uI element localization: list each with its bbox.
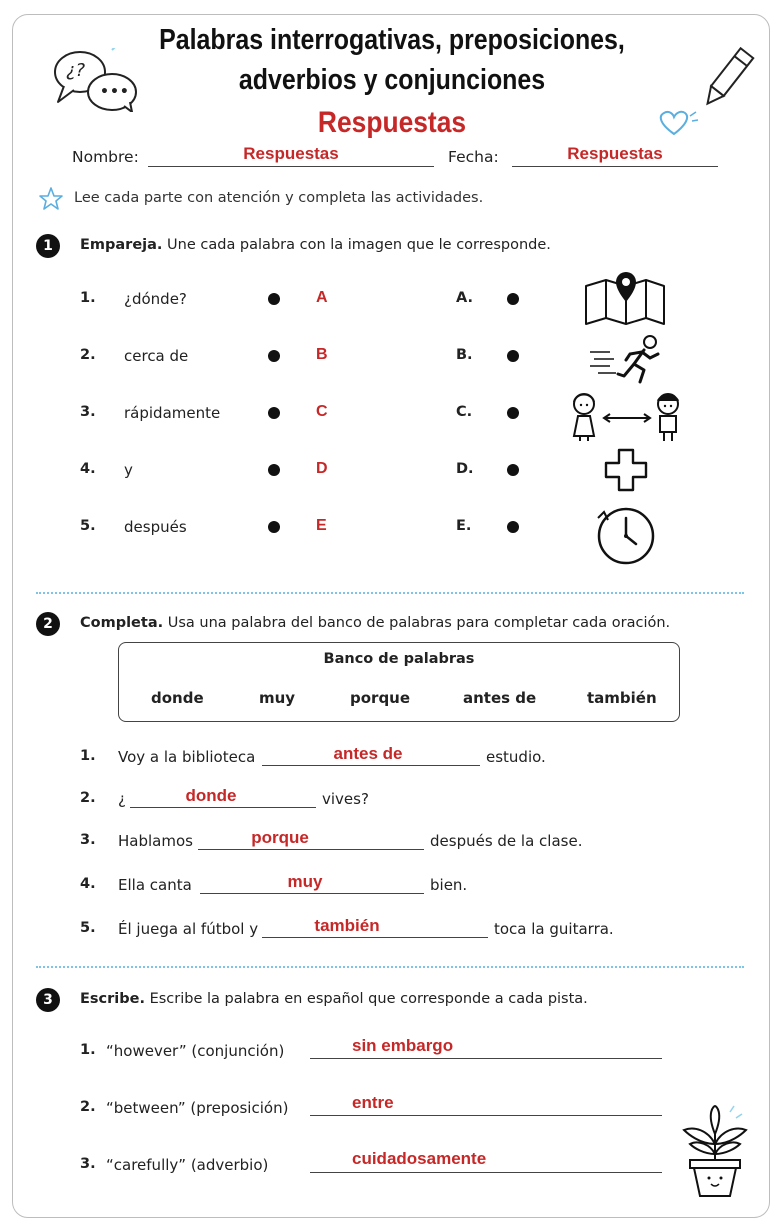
section3-heading: Escribe. xyxy=(80,991,145,1007)
word-bank-word: también xyxy=(587,689,657,707)
name-label: Nombre: xyxy=(72,148,139,166)
word-bank-title: Banco de palabras xyxy=(323,651,475,667)
page-title-line2: adverbios y conjunciones xyxy=(238,64,546,96)
match-word: después xyxy=(124,518,187,536)
potted-plant-icon xyxy=(680,1104,750,1200)
clue-text: “however” (conjunción) xyxy=(106,1042,285,1060)
answer-line[interactable] xyxy=(310,1058,662,1059)
bubble-question-text: ¿? xyxy=(66,60,86,81)
sentence-after: después de la clase. xyxy=(430,832,583,850)
match-letter: A. xyxy=(456,290,473,306)
match-number: 1. xyxy=(80,290,96,306)
match-dot-right[interactable] xyxy=(507,521,519,533)
blank-line[interactable] xyxy=(262,937,488,938)
answers-title: Respuestas xyxy=(317,106,467,139)
match-dot-left[interactable] xyxy=(268,293,280,305)
sentence-number: 4. xyxy=(80,876,96,892)
sentence-answer: también xyxy=(314,916,380,935)
sentence-number: 2. xyxy=(80,790,96,806)
sentence-after: bien. xyxy=(430,876,468,894)
match-word: ¿dónde? xyxy=(124,290,187,308)
section1-instruction-text: Une cada palabra con la imagen que le corresponde. xyxy=(162,237,551,253)
date-value: Respuestas xyxy=(567,144,663,163)
section3-instruction xyxy=(80,991,588,1007)
clue-number: 1. xyxy=(80,1042,96,1058)
clue-answer: cuidadosamente xyxy=(352,1149,487,1168)
match-letter: D. xyxy=(456,461,474,477)
section-divider xyxy=(36,966,744,968)
match-number: 4. xyxy=(80,461,96,477)
match-dot-right[interactable] xyxy=(507,350,519,362)
match-dot-left[interactable] xyxy=(268,407,280,419)
plus-icon xyxy=(604,448,648,492)
sentence-answer: porque xyxy=(251,828,309,847)
section1-instruction xyxy=(80,237,551,253)
match-word: y xyxy=(124,461,133,479)
sentence-number: 1. xyxy=(80,748,96,764)
bubble-dots-text: ••• xyxy=(100,84,130,100)
sentence-before: Hablamos xyxy=(118,832,193,850)
sentence-after: estudio. xyxy=(486,748,546,766)
match-word: rápidamente xyxy=(124,404,221,422)
section1-heading: Empareja. xyxy=(80,237,163,253)
section2-instruction xyxy=(80,615,670,631)
match-letter: B. xyxy=(456,347,473,363)
clue-number: 2. xyxy=(80,1099,96,1115)
clock-icon xyxy=(594,504,656,566)
sentence-after: toca la guitarra. xyxy=(494,920,614,938)
match-number: 5. xyxy=(80,518,96,534)
clue-answer: entre xyxy=(352,1093,394,1112)
section2-instruction-text: Usa una palabra del banco de palabras para completar cada oración. xyxy=(163,615,671,631)
running-person-icon xyxy=(588,334,664,386)
match-number: 2. xyxy=(80,347,96,363)
match-answer: D xyxy=(316,460,328,477)
word-bank-word: donde xyxy=(151,689,204,707)
clue-text: “carefully” (adverbio) xyxy=(106,1156,269,1174)
section-divider xyxy=(36,592,744,594)
name-line xyxy=(148,166,434,167)
blank-line[interactable] xyxy=(200,893,424,894)
name-value: Respuestas xyxy=(243,144,339,163)
word-bank-word: porque xyxy=(350,689,411,707)
date-line xyxy=(512,166,718,167)
sentence-number: 3. xyxy=(80,832,96,848)
page-title-line1: Palabras interrogativas, preposiciones, xyxy=(159,24,625,56)
intro-text: Lee cada parte con atención y completa las actividades. xyxy=(74,190,484,206)
section3-instruction-text: Escribe la palabra en español que corresponde a cada pista. xyxy=(144,991,588,1007)
clue-text: “between” (preposición) xyxy=(106,1099,289,1117)
section3-number: 3 xyxy=(36,988,60,1012)
match-dot-right[interactable] xyxy=(507,293,519,305)
section2-number: 2 xyxy=(36,612,60,636)
answer-line[interactable] xyxy=(310,1115,662,1116)
match-dot-left[interactable] xyxy=(268,464,280,476)
sentence-before: ¿ xyxy=(118,790,126,808)
section2-heading: Completa. xyxy=(80,615,164,631)
sentence-number: 5. xyxy=(80,920,96,936)
map-pin-icon xyxy=(582,268,668,328)
match-answer: A xyxy=(316,289,328,306)
match-answer: C xyxy=(316,403,328,420)
section1-number: 1 xyxy=(36,234,60,258)
star-icon xyxy=(38,186,64,212)
date-label: Fecha: xyxy=(448,148,499,166)
sentence-answer: donde xyxy=(185,786,237,805)
sentence-before: Voy a la biblioteca xyxy=(118,748,256,766)
sentence-answer: muy xyxy=(287,872,323,891)
match-dot-left[interactable] xyxy=(268,521,280,533)
match-dot-left[interactable] xyxy=(268,350,280,362)
clue-number: 3. xyxy=(80,1156,96,1172)
blank-line[interactable] xyxy=(262,765,480,766)
blank-line[interactable] xyxy=(130,807,316,808)
match-letter: C. xyxy=(456,404,473,420)
answer-line[interactable] xyxy=(310,1172,662,1173)
clue-answer: sin embargo xyxy=(352,1036,454,1055)
sentence-before: Ella canta xyxy=(118,876,192,894)
two-kids-distance-icon xyxy=(566,390,688,442)
match-answer: B xyxy=(316,346,328,363)
match-number: 3. xyxy=(80,404,96,420)
word-bank-word: antes de xyxy=(463,689,537,707)
match-word: cerca de xyxy=(124,347,189,365)
sentence-after: vives? xyxy=(322,790,369,808)
blank-line[interactable] xyxy=(198,849,424,850)
match-dot-right[interactable] xyxy=(507,407,519,419)
match-letter: E. xyxy=(456,518,472,534)
sentence-answer: antes de xyxy=(333,744,403,763)
match-answer: E xyxy=(316,517,327,534)
sentence-before: Él juega al fútbol y xyxy=(118,920,259,938)
match-dot-right[interactable] xyxy=(507,464,519,476)
word-bank xyxy=(118,642,680,722)
word-bank-word: muy xyxy=(259,689,296,707)
